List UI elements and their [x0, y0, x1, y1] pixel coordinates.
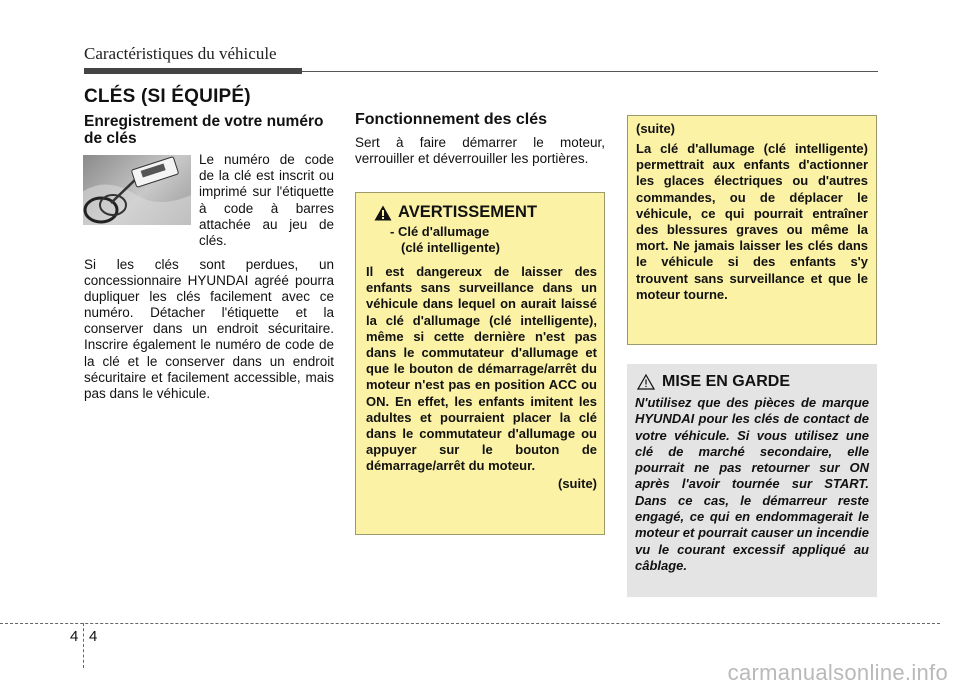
caution-triangle-icon [637, 374, 655, 390]
warning-body: Il est dangereux de laisser des enfants sans surveillance dans un véhicule dans lequel on aurait laissé la clé d'allumage (clé intelligente), même si cette dernière n'est pas dans le commutateur d'allumage et que le bouton de démarrage/arrêt du moteur n'est pas en position ACC ou ON. En effet, les enfants imitent les adultes et pourraient placer la clé dans le commutateur d'allumage ou appuyer sur le bouton de démarrage/arrêt du moteur. [366, 264, 597, 474]
warning-continued-label: (suite) [558, 475, 597, 491]
section-title: CLÉS (SI ÉQUIPÉ) [84, 86, 251, 107]
registration-side-text: Le numéro de code de la clé est inscrit ou imprimé sur l'étiquette à code à barres attachée au jeu de clés. [199, 152, 334, 249]
warning-title: AVERTISSEMENT [398, 203, 538, 221]
warning-triangle-icon [374, 205, 392, 221]
footer-divider [83, 623, 84, 668]
continued-body: La clé d'allumage (clé intelligente) permettrait aux enfants d'actionner les glaces électriques ou d'autres commandes, ou de déplacer le véhicule, ce qui pourrait entraîner des blessures graves ou même la mort. Ne jamais laisser les clés dans le véhicule si des enfants s'y trouvent sans surveillance et que le moteur tourne. [636, 141, 868, 302]
page-header-title: Caractéristiques du véhicule [84, 44, 277, 63]
page-number: 4 [89, 628, 98, 645]
warning-box [355, 192, 605, 535]
warning-subtitle-key: - Clé d'allumage [390, 224, 490, 239]
caution-body: N'utilisez que des pièces de marque HYUNDAI pour les clés de contact de votre véhicule. Si vous utilisez une clé de marché secondaire, elle pourrait ne pas retourner sur ON après l'avoir tournée sur START. Dans ce cas, le démarreur reste engagé, ce qui en endommagerait le moteur et pourrait causer un incendie vu le courant excessif appliqué au câblage. [635, 395, 869, 573]
operation-heading: Fonctionnement des clés [355, 111, 548, 128]
warning-header [374, 203, 597, 222]
watermark: carmanualsonline.info [727, 660, 948, 685]
registration-body: Si les clés sont perdues, un concessionnaire HYUNDAI agréé pourra dupliquer les clés facilement avec ce numéro. Détacher l'étiquette et la conserver dans un endroit sécuritaire. Inscrire également le numéro de code de la clé et le conserver dans un endroit sécuritaire et facilement accessible, mais pas dans le véhicule. [84, 257, 334, 401]
caution-title: MISE EN GARDE [662, 373, 791, 390]
page-number-section: 4 [70, 628, 79, 645]
caution-header [637, 373, 869, 391]
operation-body: Sert à faire démarrer le moteur, verrouiller et déverrouiller les portières. [355, 135, 605, 167]
key-tag-icon [83, 155, 191, 225]
header-bar [84, 68, 302, 74]
footer-rule [0, 623, 940, 624]
key-tag-illustration [83, 155, 191, 225]
continued-label: (suite) [636, 121, 675, 136]
caution-box [627, 364, 877, 597]
warning-subtitle-smart-key: (clé intelligente) [401, 239, 500, 255]
registration-heading: Enregistrement de votre numéro de clés [84, 113, 324, 147]
warning-continued-box [627, 115, 877, 345]
